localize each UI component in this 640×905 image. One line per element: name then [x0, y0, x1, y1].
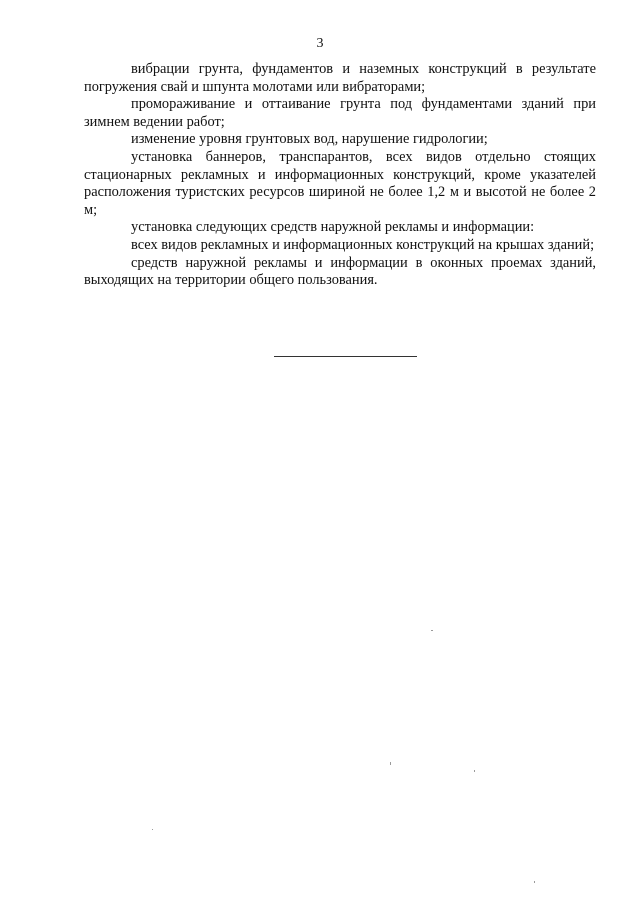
paragraph-groundwater: изменение уровня грунтовых вод, нарушение гидрологии; [131, 131, 488, 148]
scan-speck [431, 630, 433, 631]
paragraph-roof-constructions: всех видов рекламных и информационных конструкций на крышах зданий; [131, 236, 595, 253]
paragraph-vibrations: вибрации грунта, фундаментов и наземных конструкций в результате погружения свай и шпунта молотами или вибраторами; [84, 61, 596, 95]
scan-speck [152, 829, 153, 830]
paragraph-banners: установка баннеров, транспарантов, всех видов отдельно стоящих стационарных рекламных и информационных конструкций, кроме указателей расположения туристских ресурсов шириной не более 1,2 м и высотой не более 2 м; [84, 148, 596, 218]
page-number: 3 [316, 36, 324, 51]
scan-speck [390, 762, 391, 765]
document-body [84, 61, 596, 290]
end-divider-line [274, 356, 417, 357]
paragraph-freezing: промораживание и оттаивание грунта под фундаментами зданий при зимнем ведении работ; [84, 96, 596, 130]
paragraph-outdoor-advertising: установка следующих средств наружной рекламы и информации: [131, 219, 535, 236]
paragraph-window-advertising: средств наружной рекламы и информации в оконных проемах зданий, выходящих на территории общего пользования. [84, 254, 596, 289]
scan-speck [474, 770, 475, 772]
scan-speck [534, 881, 535, 883]
